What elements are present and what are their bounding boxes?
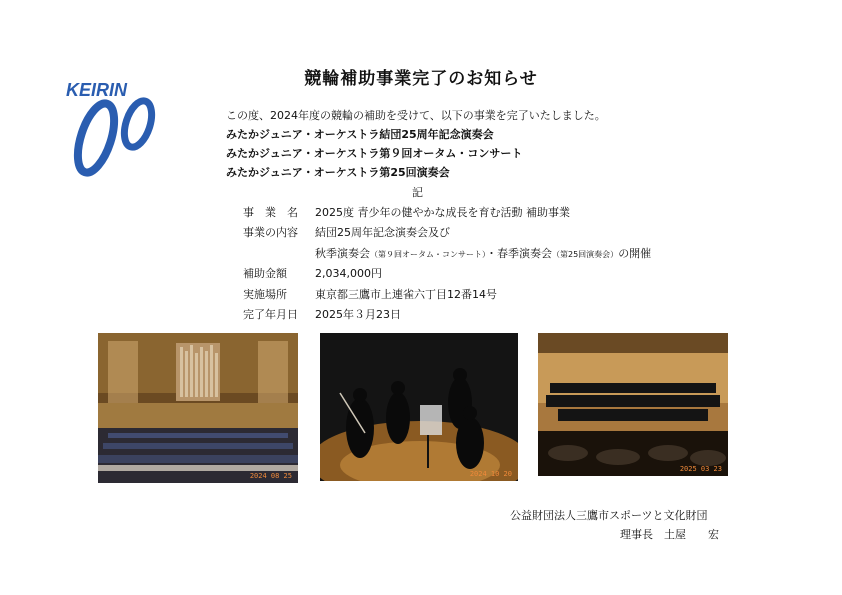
name-label: 事 業 名 — [243, 206, 298, 219]
event-item: みたかジュニア・オーケストラ第９回オータム・コンサート — [226, 147, 523, 160]
event-item: みたかジュニア・オーケストラ第25回演奏会 — [226, 166, 450, 179]
content-value-2d: （第25回演奏会） — [552, 250, 619, 259]
date-label: 完了年月日 — [243, 308, 298, 321]
content-value-2 — [315, 245, 651, 261]
event-item: みたかジュニア・オーケストラ結団25周年記念演奏会 — [226, 128, 494, 141]
content-value-2a: 秋季演奏会 — [315, 247, 370, 260]
signer-name: 理事長 土屋 宏 — [620, 528, 719, 541]
ki-heading: 記 — [412, 186, 423, 199]
page-title: 競輪補助事業完了のお知らせ — [304, 69, 538, 89]
amount-label: 補助金額 — [243, 267, 287, 280]
content-value-2e: の開催 — [618, 247, 652, 260]
place-value: 東京都三鷹市上連雀六丁目12番14号 — [315, 288, 497, 301]
name-value: 2025度 青少年の健やかな成長を育む活動 補助事業 — [315, 206, 570, 219]
logo-brand-text: KEIRIN — [66, 80, 128, 100]
keirin-logo — [60, 62, 180, 187]
concert-hall-with-organ-photo — [98, 333, 298, 483]
content-value-2b: （第９回オータム・コンサート） — [370, 250, 486, 259]
content-value-1: 結団25周年記念演奏会及び — [315, 226, 450, 239]
content-value-2c: ・春季演奏会 — [486, 247, 552, 260]
intro-text: この度、2024年度の競輪の補助を受けて、以下の事業を完了いたしました。 — [226, 109, 606, 122]
foundation-name: 公益財団法人三鷹市スポーツと文化財団 — [510, 509, 708, 522]
amount-value: 2,034,000円 — [315, 267, 382, 280]
string-quartet-photo — [320, 333, 518, 481]
photo-date-stamp: 2025 03 23 — [679, 465, 722, 473]
date-value: 2025年３月23日 — [315, 308, 401, 321]
place-label: 実施場所 — [243, 288, 287, 301]
content-label: 事業の内容 — [243, 226, 298, 239]
photo-date-stamp: 2024 10 20 — [469, 470, 512, 478]
photo-date-stamp: 2024 08 25 — [249, 472, 292, 480]
orchestra-on-stage-photo — [538, 333, 728, 476]
